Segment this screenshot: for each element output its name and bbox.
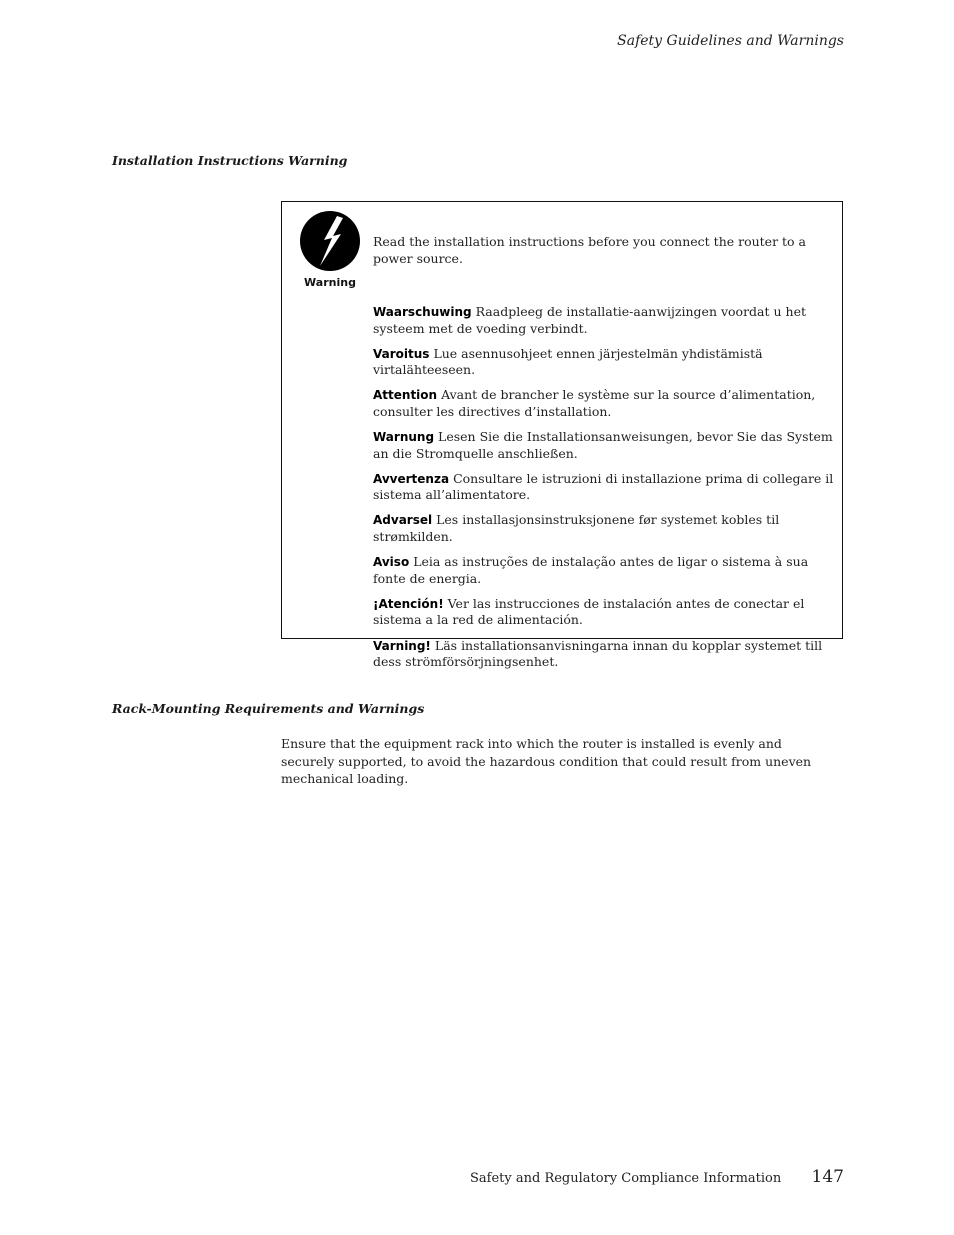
warning-translation-label: Advarsel — [373, 513, 433, 528]
section-heading-installation: Installation Instructions Warning — [112, 153, 348, 168]
warning-translation-label: ¡Atención! — [373, 596, 444, 611]
warning-translation-label: Attention — [373, 388, 438, 403]
warning-translation-text: Leia as instruções de instalação antes de ligar o sistema à sua fonte de energia. — [373, 554, 809, 586]
warning-translation-item — [373, 638, 839, 671]
warning-translation-label: Warnung — [373, 430, 435, 445]
warning-translation-text: Läs installationsanvisningarna innan du kopplar systemet till dess strömförsörjningsenhet. — [373, 637, 823, 669]
warning-translation-item — [373, 429, 839, 462]
warning-translation-text: Avant de brancher le système sur la source d’alimentation, consulter les directives d’installation. — [373, 387, 816, 419]
warning-icon-label: Warning — [304, 276, 356, 289]
warning-translation-label: Avvertenza — [373, 471, 450, 486]
warning-translation-item — [373, 387, 839, 420]
warning-translation-text: Consultare le istruzioni di installazione prima di collegare il sistema all’alimentatore. — [373, 470, 834, 503]
warning-translation-item — [373, 596, 839, 629]
warning-translation-item — [373, 346, 839, 379]
rack-mounting-paragraph: Ensure that the equipment rack into which the router is installed is evenly and securely supported, to avoid the hazardous condition that could result from uneven mechanical loading. — [281, 736, 812, 786]
warning-translation-label: Aviso — [373, 555, 410, 570]
footer-title: Safety and Regulatory Compliance Information — [470, 1171, 782, 1186]
warning-translation-text: Les installasjonsinstruksjonene før systemet kobles til strømkilden. — [373, 512, 780, 544]
warning-translation-item — [373, 471, 839, 504]
warning-main-text: Read the installation instructions before you connect the router to a power source. — [373, 234, 807, 266]
warning-box — [281, 201, 843, 669]
page-number: 147 — [811, 1167, 844, 1187]
warning-translation-text: Lesen Sie die Installationsanweisungen, bevor Sie das System an die Stromquelle anschließen. — [373, 429, 833, 461]
section-heading-rack-mounting: Rack-Mounting Requirements and Warnings — [112, 701, 425, 716]
warning-translation-text: Ver las instrucciones de instalación antes de conectar el sistema a la red de alimentación. — [373, 595, 805, 628]
warning-translation-text: Lue asennusohjeet ennen järjestelmän yhdistämistä virtalähteeseen. — [373, 345, 763, 378]
warning-icon-block — [299, 210, 361, 289]
warning-translation-label: Waarschuwing — [373, 305, 472, 319]
warning-translations-list — [373, 304, 839, 679]
warning-translation-item — [373, 554, 839, 587]
running-head: Safety Guidelines and Warnings — [617, 33, 844, 49]
lightning-bolt-icon — [299, 210, 361, 272]
warning-translation-text: Raadpleeg de installatie-aanwijzingen voordat u het systeem met de voeding verbindt. — [373, 304, 807, 336]
warning-translation-item — [373, 304, 839, 337]
warning-translation-label: Varoitus — [373, 346, 430, 361]
warning-translation-label: Varning! — [373, 638, 431, 653]
warning-translation-item — [373, 512, 839, 545]
